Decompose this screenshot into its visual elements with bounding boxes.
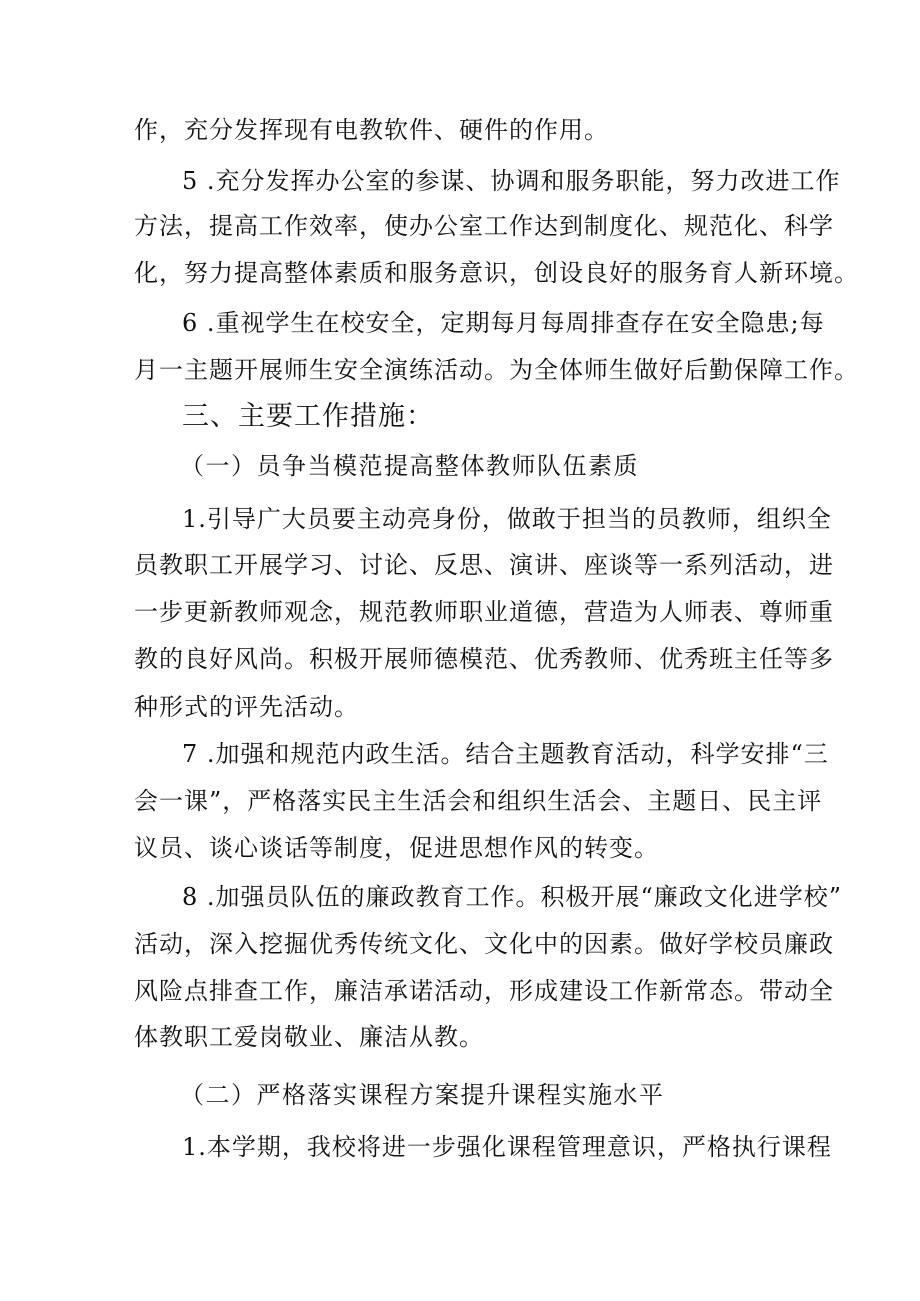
paragraph-line: 体教职工爱岗敬业、廉洁从教。 <box>134 1023 484 1051</box>
paragraph-line: 1.本学期，我校将进一步强化课程管理意识，严格执行课程 <box>182 1133 832 1161</box>
paragraph-line: 活动，深入挖掘优秀传统文化、文化中的因素。做好学校员廉政 <box>134 930 834 958</box>
paragraph-line: 风险点排查工作，廉洁承诺活动，形成建设工作新常态。带动全 <box>134 977 834 1005</box>
paragraph-line: 6 .重视学生在校安全，定期每月每周排查存在安全隐患;每 <box>182 309 825 337</box>
paragraph-line: 7 .加强和规范内政生活。结合主题教育活动，科学安排“三 <box>182 740 829 768</box>
paragraph-line: 会一课”，严格落实民主生活会和组织生活会、主题日、民主评 <box>134 787 823 815</box>
paragraph-line: 一步更新教师观念，规范教师职业道德，营造为人师表、尊师重 <box>134 598 834 626</box>
section-heading: 三、主要工作措施： <box>182 401 434 432</box>
subsection-heading: （一）员争当模范提高整体教师队伍素质 <box>180 452 639 480</box>
paragraph-line: 作，充分发挥现有电教软件、硬件的作用。 <box>134 116 609 144</box>
paragraph-line: 5 .充分发挥办公室的参谋、协调和服务职能，努力改进工作 <box>182 167 841 195</box>
paragraph-line: 方法，提高工作效率，使办公室工作达到制度化、规范化、科学 <box>134 212 834 240</box>
paragraph-line: 月一主题开展师生安全演练活动。为全体师生做好后勤保障工作。 <box>134 356 859 384</box>
paragraph-line: 教的良好风尚。积极开展师德模范、优秀教师、优秀班主任等多 <box>134 645 834 673</box>
paragraph-line: 议员、谈心谈话等制度，促进思想作风的转变。 <box>134 834 659 862</box>
subsection-heading: （二）严格落实课程方案提升课程实施水平 <box>180 1081 665 1109</box>
paragraph-line: 种形式的评先活动。 <box>134 693 359 721</box>
paragraph-line: 化，努力提高整体素质和服务意识，创设良好的服务育人新环境。 <box>134 259 859 287</box>
paragraph-line: 员教职工开展学习、讨论、反思、演讲、座谈等一系列活动，进 <box>134 551 834 579</box>
paragraph-line: 1.引导广大员要主动亮身份，做敢于担当的员教师，组织全 <box>182 505 832 533</box>
paragraph-line: 8 .加强员队伍的廉政教育工作。积极开展“廉政文化进学校” <box>182 883 843 911</box>
